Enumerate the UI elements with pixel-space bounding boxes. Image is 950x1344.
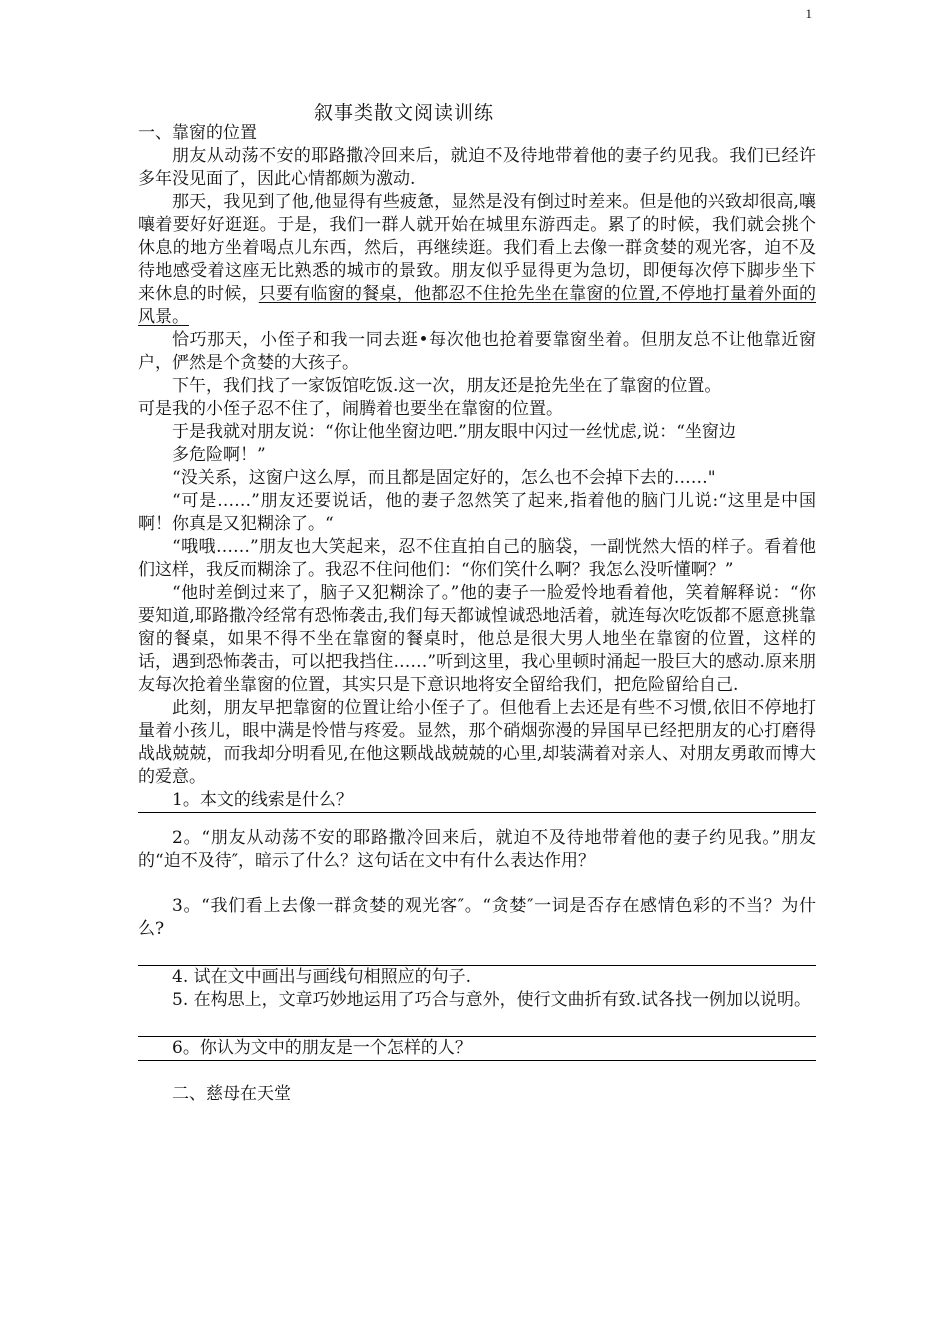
section-heading-1: 一、靠窗的位置 — [138, 123, 257, 143]
paragraph-3: 恰巧那天，小侄子和我一同去逛•每次他也抢着要靠窗坐着。但朋友总不让他靠近窗户，俨然是个贪婪的大孩子。 — [138, 330, 816, 373]
answer-space-1 — [138, 813, 816, 827]
answer-line-5 — [138, 1012, 816, 1037]
question-3: 3。“我们看上去像一群贪婪的观光客″。“贪婪″一词是否存在感情色彩的不当？为什么? — [138, 896, 816, 939]
question-4: 4. 试在文中画出与画线句相照应的句子. — [172, 967, 472, 987]
paragraph-8: “哦哦……”朋友也大笑起来，忍不住直拍自己的脑袋，一副恍然大悟的样子。看着他们这样，我反而糊涂了。我忍不住问他们：“你们笑什么啊？我怎么没听懂啊？” — [138, 537, 816, 580]
page-number: 1 — [805, 6, 812, 21]
answer-line-3 — [138, 941, 816, 966]
paragraph-2 — [138, 191, 816, 329]
question-6: 6。你认为文中的朋友是一个怎样的人？ — [138, 1037, 816, 1061]
question-1: 1。本文的线索是什么？ — [138, 789, 816, 813]
article-body — [138, 122, 816, 1106]
question-2: 2。“朋友从动荡不安的耶路撒冷回来后，就迫不及待地带着他的妻子约见我。”朋友的“迫不及待″，暗示了什么？这句话在文中有什么表达作用？ — [138, 828, 816, 871]
answer-space-6 — [138, 1061, 816, 1083]
paragraph-5-continued: 多危险啊！” — [172, 445, 266, 465]
underlined-sentence: 只要有临窗的餐桌，他都忍不住抢先坐在靠窗的位置,不停地打量着外面的风景。 — [138, 284, 817, 327]
section-heading-2: 二、慈母在天堂 — [172, 1084, 291, 1104]
paragraph-6: “没关系，这窗户这么厚，而且都是固定好的，怎么也不会掉下去的……" — [172, 468, 716, 488]
paragraph-1: 朋友从动荡不安的耶路撒冷回来后，就迫不及待地带着他的妻子约见我。我们已经许多年没见面了，因此心情都颇为激动. — [138, 146, 816, 189]
document-title: 叙事类散文阅读训练 — [313, 102, 494, 124]
paragraph-4: 下午，我们找了一家饭馆吃饭.这一次，朋友还是抢先坐在了靠窗的位置。 — [172, 376, 722, 396]
paragraph-9: “他时差倒过来了，脑子又犯糊涂了。”他的妻子一脸爱怜地看着他，笑着解释说：“你要知道,耶路撒冷经常有恐怖袭击,我们每天都诚惶诚恐地活着，就连每次吃饭都不愿意挑靠窗的餐桌，如果不得不坐在靠窗的餐桌时，他总是很大男人地坐在靠窗的位置，这样的话，遇到恐怖袭击，可以把我挡住……”听到这里，我心里顿时涌起一股巨大的感动.原来朋友每次抢着坐靠窗的位置，其实只是下意识地将安全留给我们，把危险留给自己. — [138, 583, 816, 695]
paragraph-2-text: 那天，我见到了他,他显得有些疲惫，显然是没有倒过时差来。但是他的兴致却很高,嚷嚷着要好好逛逛。于是，我们一群人就开始在城里东游西走。累了的时候，我们就会挑个休息的地方坐着喝点儿东西，然后，再继续逛。我们看上去像一群贪婪的观光客，迫不及待地感受着这座无比熟悉的城市的景致。朋友似乎显得更为急切，即便每次停下脚步坐下来休息的时候， — [138, 192, 816, 304]
question-5: 5. 在构思上，文章巧妙地运用了巧合与意外，使行文曲折有致.试各找一例加以说明。 — [172, 990, 812, 1010]
paragraph-4-continued: 可是我的小侄子忍不住了，闹腾着也要坐在靠窗的位置。 — [138, 399, 563, 419]
paragraph-10: 此刻，朋友早把靠窗的位置让给小侄子了。但他看上去还是有些不习惯,依旧不停地打量着小孩儿，眼中满是怜惜与疼爱。显然，那个硝烟弥漫的异国早已经把朋友的心打磨得战战兢兢，而我却分明看见,在他这颗战战兢兢的心里,却装满着对亲人、对朋友勇敢而博大的爱意。 — [138, 698, 816, 787]
paragraph-7: “可是……”朋友还要说话，他的妻子忽然笑了起来,指着他的脑门儿说:“这里是中国啊！你真是又犯糊涂了。“ — [138, 491, 816, 534]
answer-space-2 — [138, 873, 816, 895]
paragraph-5: 于是我就对朋友说：“你让他坐窗边吧.”朋友眼中闪过一丝忧虑,说：“坐窗边 — [172, 422, 736, 442]
